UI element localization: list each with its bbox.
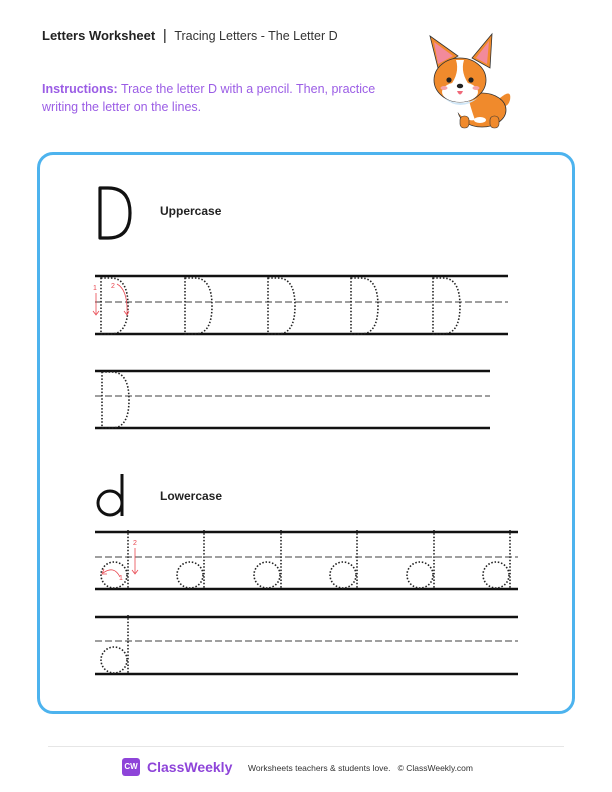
instructions-text: Trace the letter D with a pencil. Then, practice writing the letter on the lines. [42,82,376,114]
uppercase-practice-row-1[interactable] [93,276,508,334]
instructions-label: Instructions: [42,82,118,96]
lowercase-practice-row-2[interactable] [95,615,518,674]
uppercase-practice-row-2[interactable] [95,371,490,428]
classweekly-logo-icon: CW [122,758,140,776]
lowercase-practice-row-1[interactable] [95,530,518,589]
worksheet-title: Letters Worksheet [42,28,156,43]
lowercase-label: Lowercase [160,489,223,503]
header-separator: | [162,27,167,44]
svg-text:2: 2 [133,540,137,547]
svg-text:1: 1 [93,285,97,292]
footer-brand: ClassWeekly [147,759,233,775]
uppercase-stroke-guides [93,283,129,315]
uppercase-label: Uppercase [160,204,222,218]
svg-text:1: 1 [119,575,123,582]
footer-divider [48,746,564,747]
svg-text:2: 2 [111,283,115,290]
footer-tagline: Worksheets teachers & students love. © ClassWeekly.com [248,763,473,773]
lowercase-stroke-guides [102,540,138,582]
worksheet-subtitle: Tracing Letters - The Letter D [174,29,338,43]
